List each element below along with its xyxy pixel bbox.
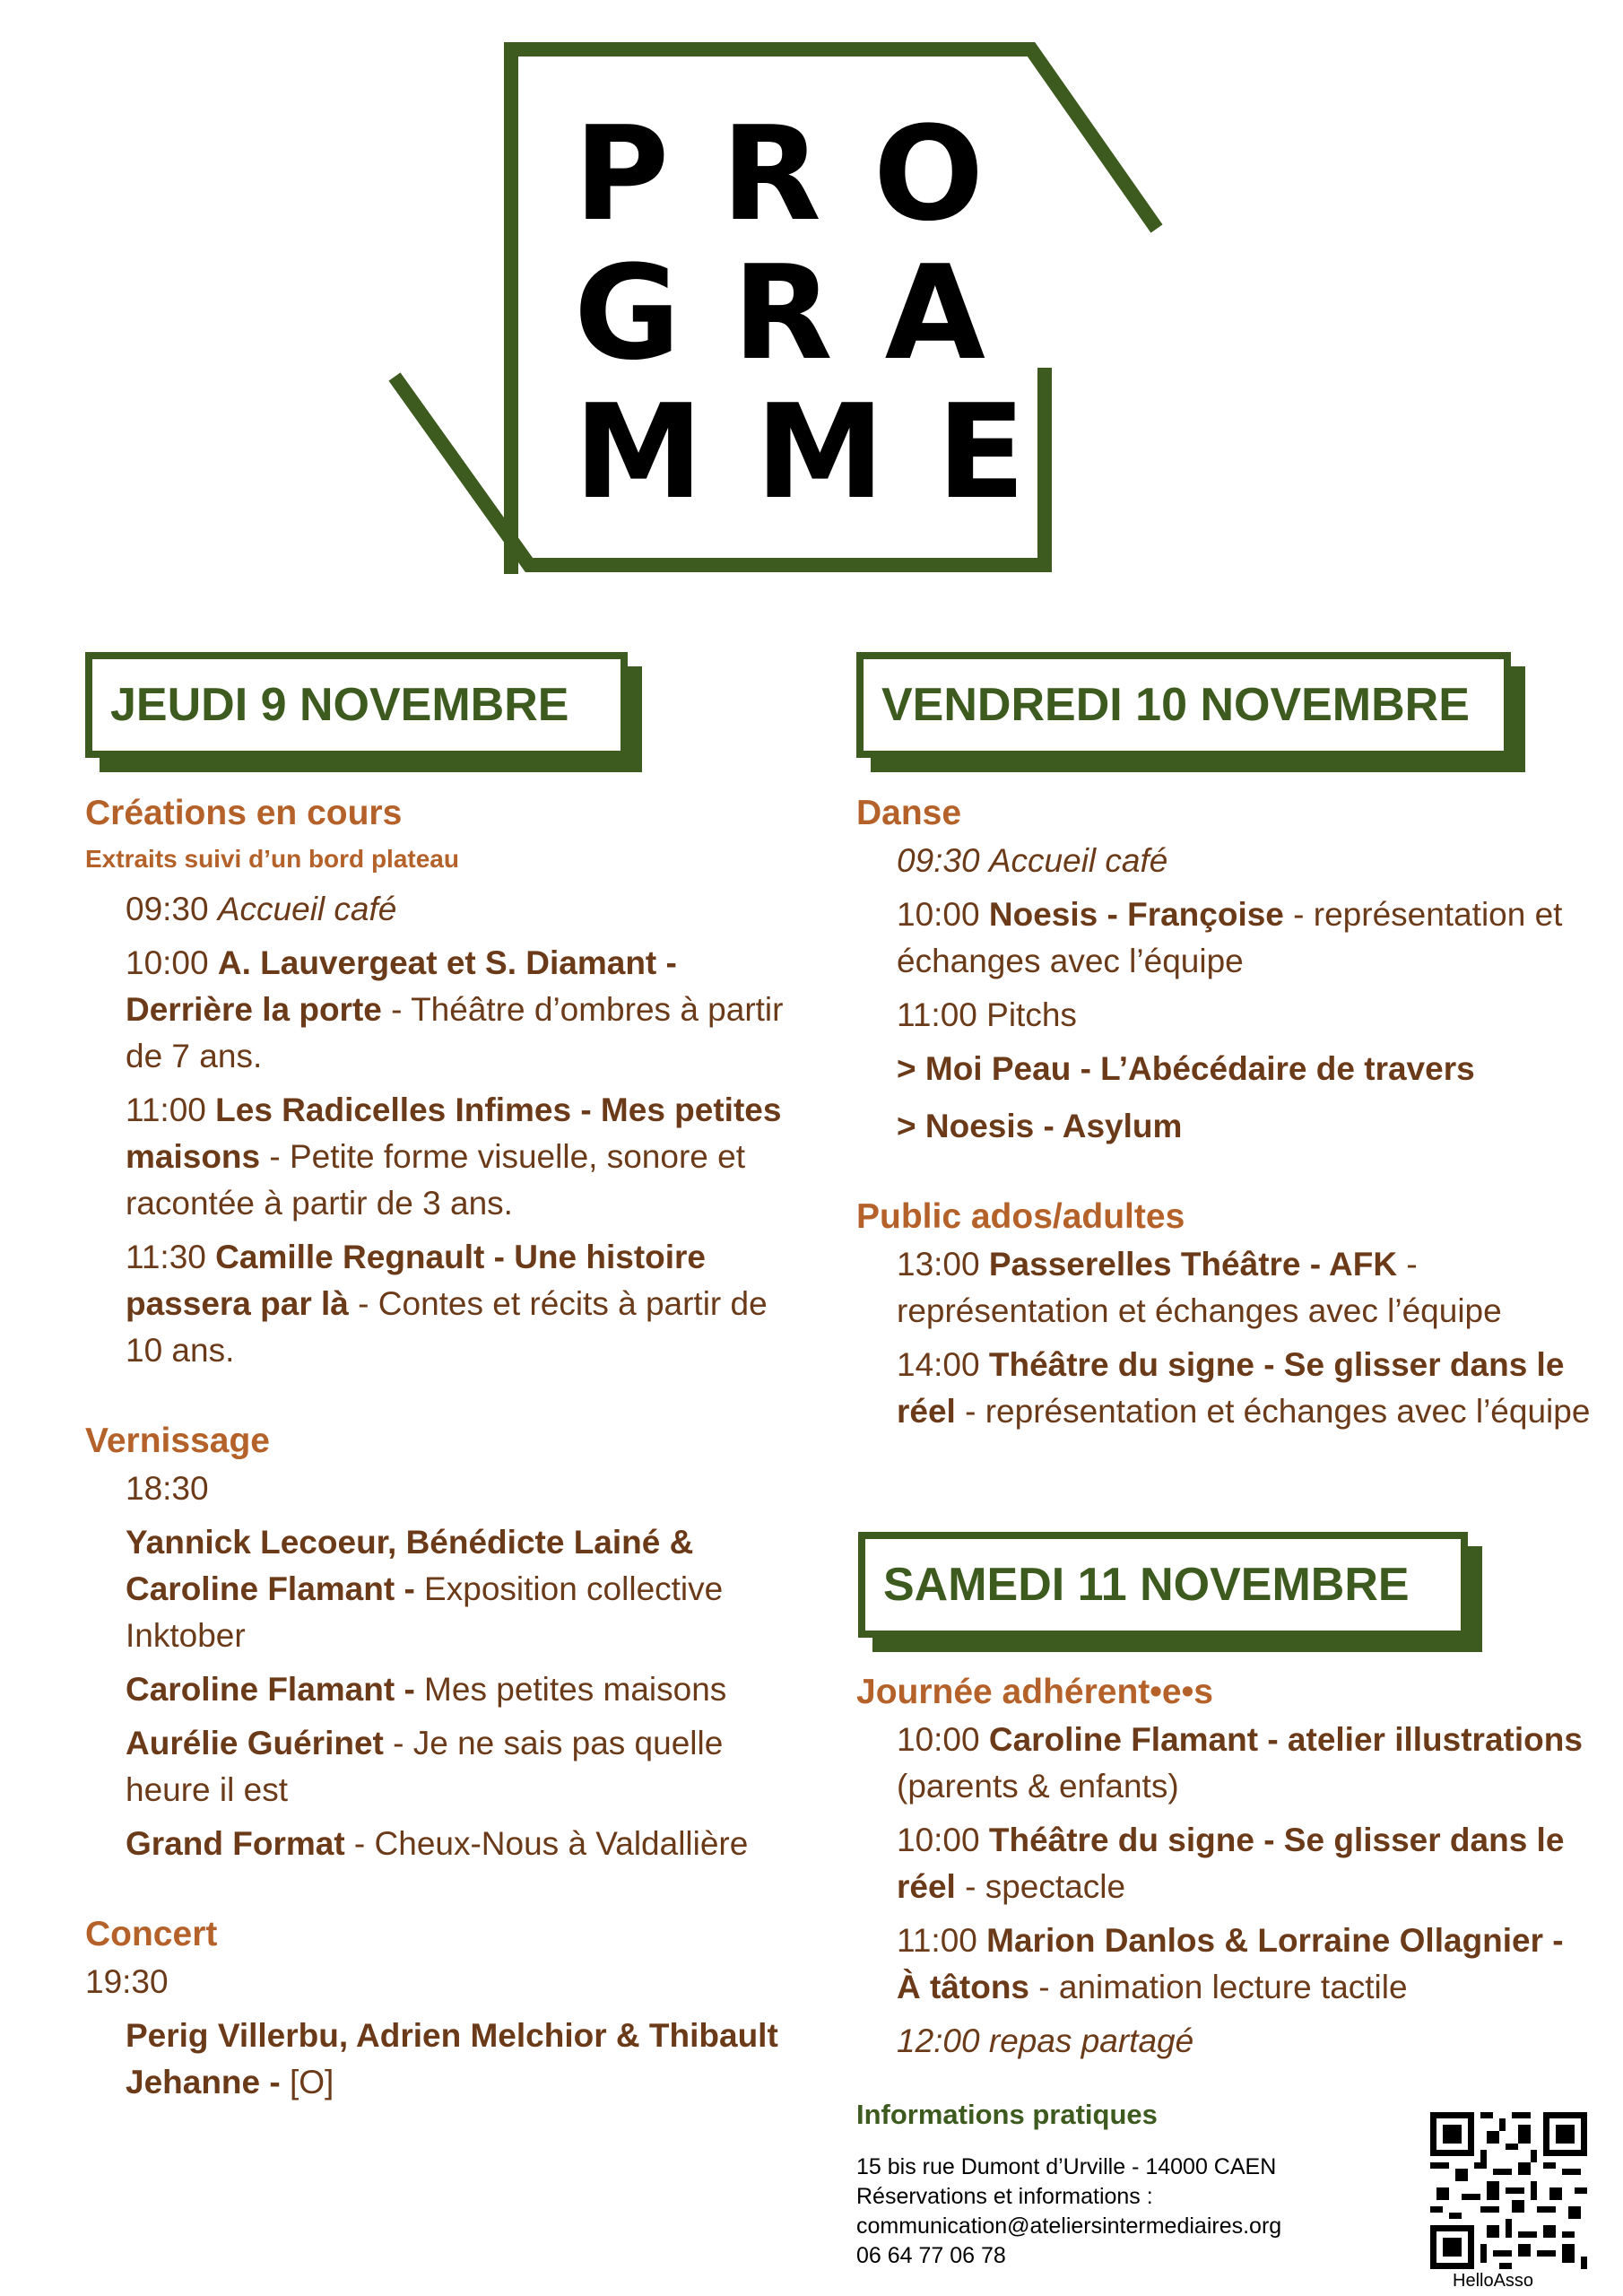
entry-title: Aurélie Guérinet — [126, 1725, 384, 1761]
entry-text: - représentation et échanges avec l’équipe — [955, 1393, 1591, 1430]
program-entry — [897, 838, 1592, 884]
entry-time: 10:00 — [897, 1721, 980, 1758]
program-entry — [126, 886, 812, 933]
entry-title: Noesis - Françoise — [988, 896, 1284, 933]
title-line-1: PRO — [574, 99, 1037, 250]
qr-code-icon[interactable] — [1430, 2112, 1587, 2269]
entry-time: 11:00 — [897, 996, 977, 1033]
title-line-2: GRA — [574, 238, 1037, 389]
entry-text: - spectacle — [955, 1868, 1126, 1905]
day-heading-saturday: SAMEDI 11 NOVEMBRE — [858, 1532, 1468, 1638]
entry-text: repas partagé — [988, 2022, 1194, 2059]
entry-text: [O] — [280, 2064, 334, 2100]
friday-column — [856, 789, 1592, 1442]
program-entry — [897, 1103, 1592, 1150]
program-entry — [897, 2018, 1592, 2065]
entry-text: - représentation et échanges avec l’équipe — [897, 1246, 1502, 1329]
entry-title: Perig Villerbu, Adrien Melchior & Thibault Jehanne - — [126, 2017, 778, 2100]
entry-text: - animation lecture tactile — [1029, 1969, 1408, 2005]
entry-text: - Je ne sais pas quelle heure il est — [126, 1725, 724, 1808]
section-title-creations: Créations en cours — [85, 794, 403, 832]
section-title-vernissage: Vernissage — [85, 1422, 270, 1460]
entry-text: - Théâtre d’ombres à partir de 7 ans. — [126, 991, 784, 1074]
entry-text: Pitchs — [986, 996, 1077, 1033]
entry-time: 19:30 — [85, 1963, 169, 2000]
program-entry — [897, 1918, 1592, 2011]
entry-time: 14:00 — [897, 1346, 980, 1383]
entry-text: Mes petites maisons — [414, 1671, 727, 1708]
saturday-column — [856, 1668, 1592, 2072]
entry-text: - représentation et échanges avec l’équipe — [897, 896, 1563, 979]
entry-text: (parents & enfants) — [897, 1768, 1179, 1805]
program-entry — [126, 1087, 812, 1227]
entry-text: - Contes et récits à partir de 10 ans. — [126, 1285, 768, 1369]
section-subtitle-creations: Extraits suivi d’un bord plateau — [85, 845, 459, 873]
entry-time: 18:30 — [126, 1470, 209, 1507]
info-reservations: Réservations et informations : — [856, 2184, 1153, 2209]
info-title: Informations pratiques — [856, 2099, 1158, 2130]
entry-title: Marion Danlos & Lorraine Ollagnier - À tâtons — [897, 1922, 1564, 2005]
program-entry — [897, 1817, 1592, 1910]
program-entry — [897, 1717, 1592, 1810]
entry-time: 09:30 — [897, 842, 980, 879]
section-title-danse: Danse — [856, 794, 962, 832]
info-phone: 06 64 77 06 78 — [856, 2243, 1006, 2268]
entry-title: Les Radicelles Infimes - Mes petites maisons — [126, 1091, 782, 1175]
info-block — [856, 2152, 1412, 2271]
program-entry — [897, 891, 1592, 985]
entry-time: 11:30 — [126, 1239, 206, 1275]
program-entry — [126, 2013, 812, 2106]
entry-title: Caroline Flamant - atelier illustrations — [988, 1721, 1583, 1758]
program-entry — [126, 1720, 812, 1813]
section-title-journee: Journée adhérent•e•s — [856, 1673, 1213, 1711]
program-entry — [897, 1046, 1592, 1092]
entry-text: Accueil café — [217, 891, 397, 927]
entry-title: Caroline Flamant - — [126, 1671, 415, 1708]
section-title-concert: Concert — [85, 1915, 218, 1953]
entry-time: 10:00 — [897, 1822, 980, 1858]
program-entry — [897, 992, 1592, 1039]
entry-time: 10:00 — [126, 944, 209, 981]
entry-title: Théâtre du signe - Se glisser dans le réel — [897, 1822, 1565, 1905]
entry-title: Passerelles Théâtre - AFK — [988, 1246, 1398, 1283]
program-entry — [126, 1234, 812, 1374]
entry-time: 11:00 — [126, 1091, 206, 1128]
entry-text: Accueil café — [988, 842, 1168, 879]
day-heading-thursday: JEUDI 9 NOVEMBRE — [85, 652, 628, 758]
info-email-link[interactable]: communication@ateliersintermediaires.org — [856, 2213, 1282, 2239]
entry-title: A. Lauvergeat et S. Diamant - Derrière la porte — [126, 944, 677, 1028]
entry-text: Exposition collective Inktober — [126, 1570, 724, 1654]
entry-text: - Petite forme visuelle, sonore et racontée à partir de 3 ans. — [126, 1138, 745, 1222]
entry-title: Théâtre du signe - Se glisser dans le réel — [897, 1346, 1565, 1430]
entry-text: - Cheux-Nous à Valdallière — [344, 1825, 749, 1862]
program-entry — [126, 1666, 812, 1713]
entry-title: > Moi Peau - L’Abécédaire de travers — [897, 1050, 1475, 1087]
title-line-3: MME — [574, 377, 1078, 528]
qr-label: HelloAsso — [1453, 2271, 1534, 2291]
entry-title: Yannick Lecoeur, Bénédicte Lainé & Caroline Flamant - — [126, 1524, 694, 1607]
program-entry — [897, 1241, 1592, 1335]
thursday-column — [85, 789, 812, 2113]
program-entry — [126, 1519, 812, 1659]
info-address: 15 bis rue Dumont d’Urville - 14000 CAEN — [856, 2154, 1277, 2179]
entry-time: 09:30 — [126, 891, 209, 927]
entry-time: 13:00 — [897, 1246, 980, 1283]
entry-time: 11:00 — [897, 1922, 977, 1959]
entry-time: 10:00 — [897, 896, 980, 933]
program-entry — [897, 1342, 1592, 1435]
entry-time: 12:00 — [897, 2022, 980, 2059]
entry-title: > Noesis - Asylum — [897, 1108, 1183, 1144]
day-heading-friday: VENDREDI 10 NOVEMBRE — [856, 652, 1511, 758]
section-title-public: Public ados/adultes — [856, 1197, 1185, 1236]
entry-title: Camille Regnault - Une histoire passera par là — [126, 1239, 707, 1322]
entry-title: Grand Format — [126, 1825, 345, 1862]
program-entry — [126, 940, 812, 1080]
program-entry — [126, 1821, 812, 1867]
